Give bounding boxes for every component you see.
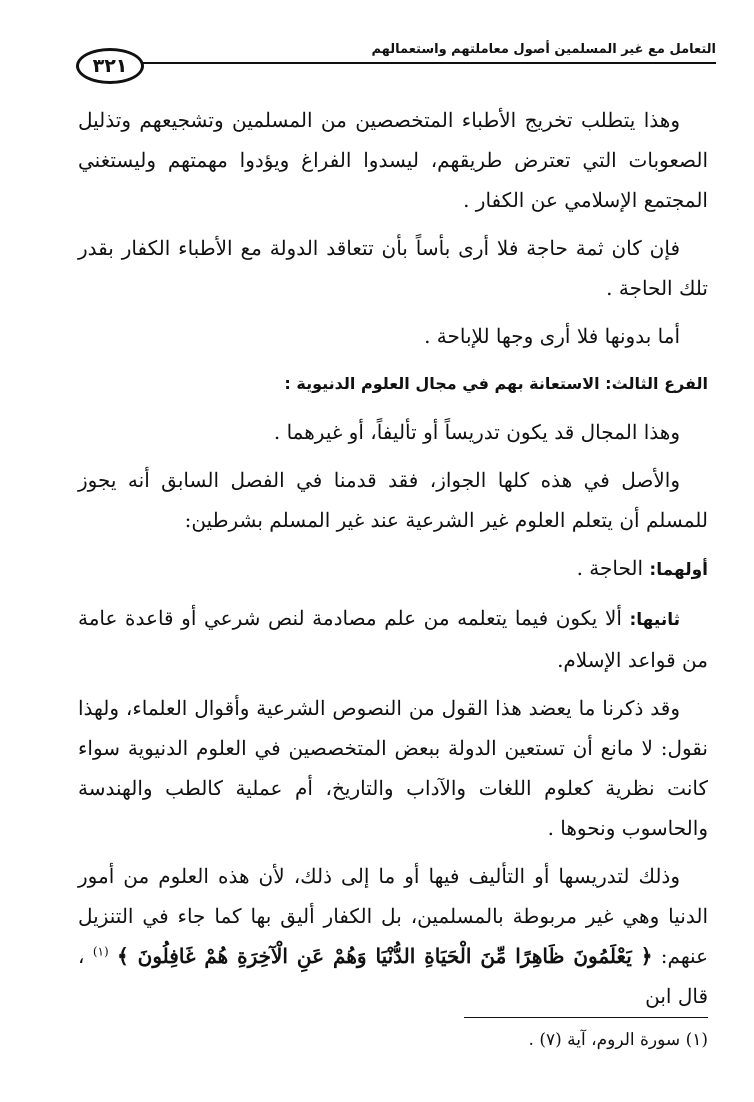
paragraph-2: فإن كان ثمة حاجة فلا أرى بأساً بأن تتعاقد الدولة مع الأطباء الكفار بقدر تلك الحاجة . xyxy=(78,236,708,300)
condition-2-label: ثانيها: xyxy=(629,610,680,630)
paragraph-3: أما بدونها فلا أرى وجها للإباحة . xyxy=(424,324,680,348)
condition-2 xyxy=(78,598,708,680)
body-text xyxy=(78,100,708,1024)
footnote-rule xyxy=(464,1017,708,1018)
condition-1 xyxy=(78,548,708,590)
paragraph-5: والأصل في هذه كلها الجواز، فقد قدمنا في الفصل السابق أنه يجوز للمسلم أن يتعلم العلوم غير الشرعية عند غير المسلم بشرطين: xyxy=(78,468,708,532)
paragraph-7 xyxy=(78,856,708,1016)
paragraph-4: وهذا المجال قد يكون تدريساً أو تأليفاً، أو غيرهما . xyxy=(273,420,680,444)
paragraph-7-text: وذلك لتدريسها أو التأليف فيها أو ما إلى ذلك، لأن هذه العلوم من أمور الدنيا وهي غير مربوطة بالمسلمين، بل الكفار أليق بها كما جاء في التنزيل عنهم: xyxy=(78,864,709,968)
header-rule xyxy=(132,62,716,64)
quran-verse: ﴿ يَعْلَمُونَ ظَاهِرًا مِّنَ الْحَيَاةِ الدُّنْيَا وَهُمْ عَنِ الْآخِرَةِ هُمْ غَافِلُونَ ﴾ xyxy=(116,944,653,968)
paragraph-7-end: ، قال ابن xyxy=(78,944,708,1008)
condition-2-text: ألا يكون فيما يتعلمه من علم مصادمة لنص شرعي أو قاعدة عامة من قواعد الإسلام. xyxy=(78,606,708,672)
condition-1-text: الحاجة . xyxy=(576,556,644,580)
footnote: (١) سورة الروم، آية (٧) . xyxy=(528,1030,708,1050)
footnote-reference: (١) xyxy=(92,944,109,959)
page-number: ٣٢١ xyxy=(76,48,144,84)
section-heading: الفرع الثالث: الاستعانة بهم في مجال العلوم الدنيوية : xyxy=(284,374,708,393)
paragraph-6: وقد ذكرنا ما يعضد هذا القول من النصوص الشرعية وأقوال العلماء، ولهذا نقول: لا مانع أن تستعين الدولة ببعض المتخصصين في العلوم الدنيوية سواء كانت نظرية كعلوم اللغات والآداب والتاريخ، أم عملية كالطب والهندسة والحاسوب ونحوها . xyxy=(78,696,708,840)
running-header-title: التعامل مع غير المسلمين أصول معاملتهم واستعمالهم xyxy=(371,42,716,57)
condition-1-label: أولهما: xyxy=(649,560,708,580)
paragraph-1: وهذا يتطلب تخريج الأطباء المتخصصين من المسلمين وتشجيعهم وتذليل الصعوبات التي تعترض طريقهم، ليسدوا الفراغ ويؤدوا مهمتهم وليستغني المجتمع الإسلامي عن الكفار . xyxy=(78,108,708,212)
